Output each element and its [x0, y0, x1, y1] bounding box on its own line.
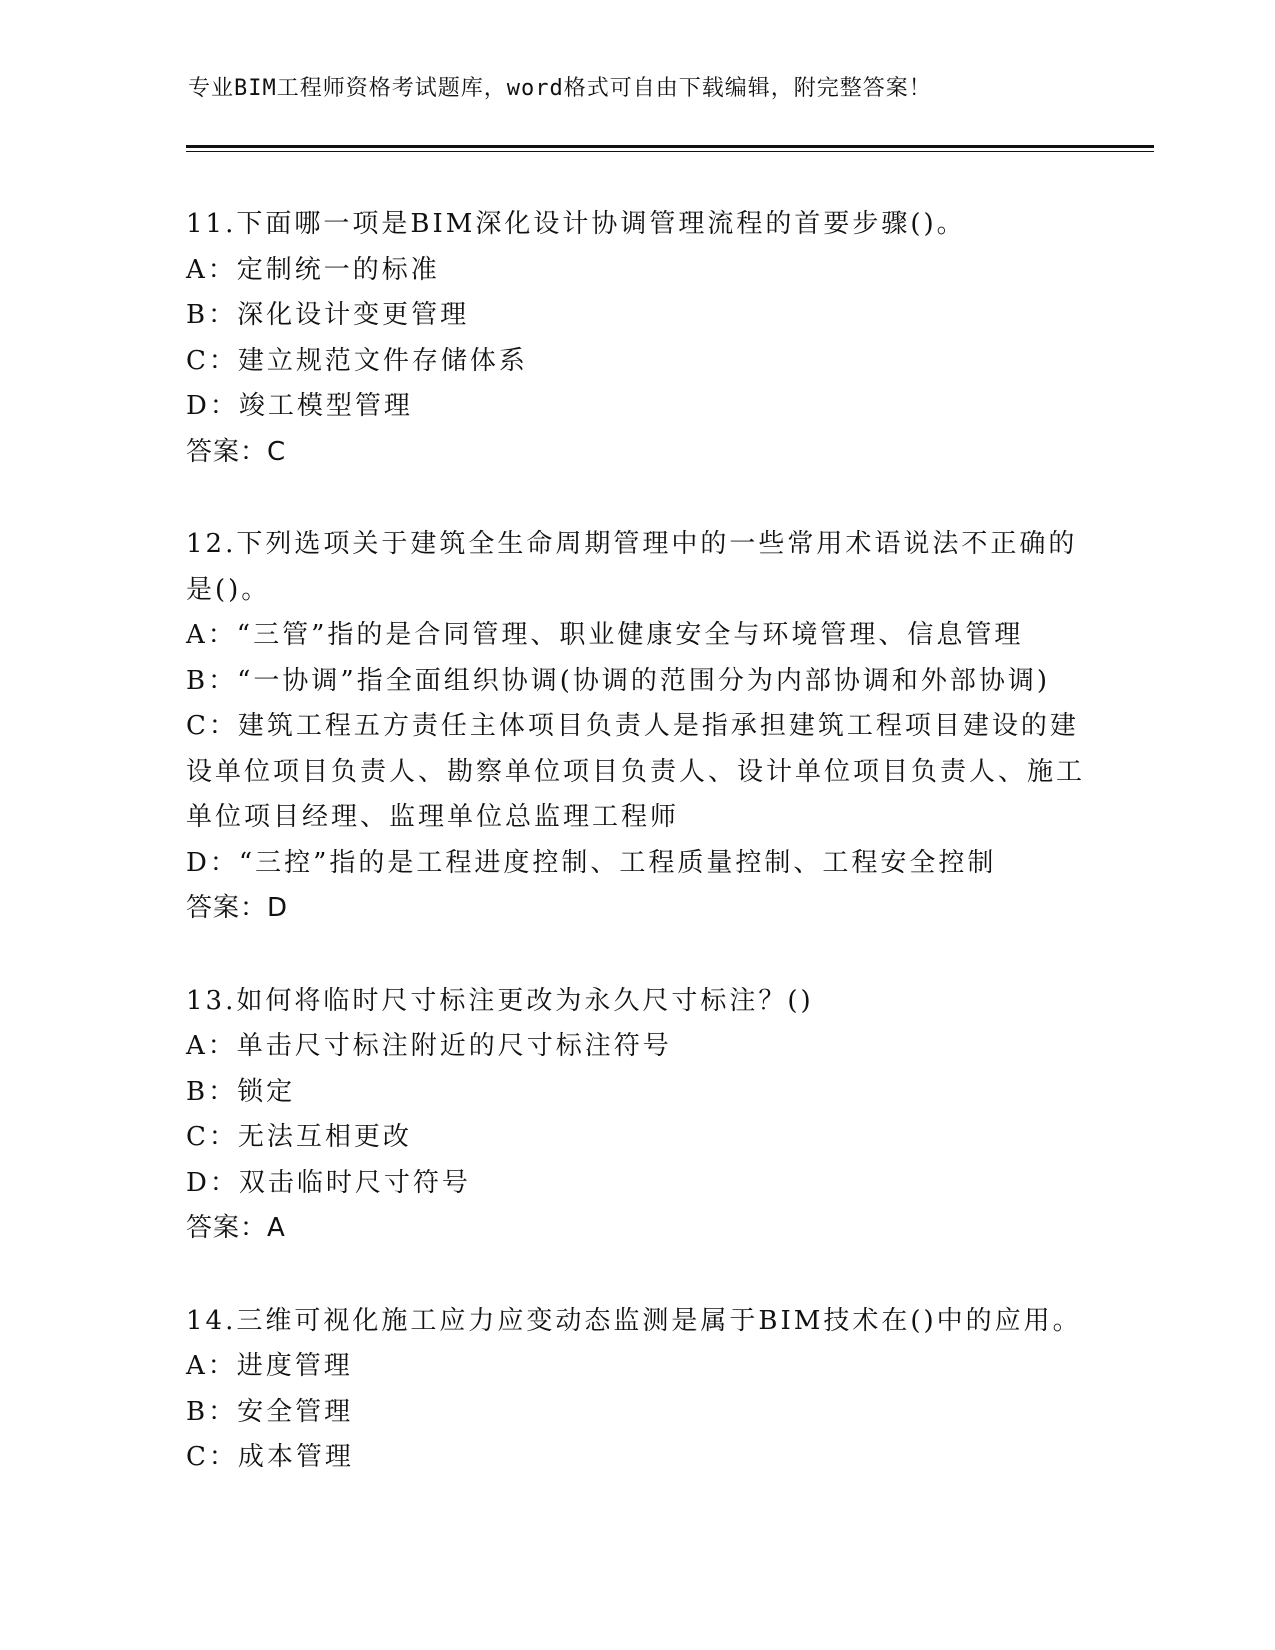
- option-c: C：无法互相更改: [186, 1122, 412, 1152]
- question-14: [186, 1299, 1086, 1481]
- question-stem: 12.下列选项关于建筑全生命周期管理中的一些常用术语说法不正确的是()。: [186, 529, 1078, 605]
- option-d: D：双击临时尺寸符号: [186, 1167, 471, 1198]
- question-stem: 11.下面哪一项是BIM深化设计协调管理流程的首要步骤()。: [186, 209, 966, 239]
- option-b: B：“一协调”指全面组织协调(协调的范围分为内部协调和外部协调): [186, 665, 1050, 696]
- option-b: B：深化设计变更管理: [186, 300, 470, 330]
- question-stem: 14.三维可视化施工应力应变动态监测是属于BIM技术在()中的应用。: [186, 1305, 1082, 1336]
- option-c: C：成本管理: [186, 1442, 354, 1472]
- option-d: D：“三控”指的是工程进度控制、工程质量控制、工程安全控制: [186, 847, 997, 878]
- question-12: [186, 522, 1086, 932]
- question-list: [186, 202, 1086, 1528]
- answer: 答案：C: [186, 436, 287, 467]
- option-b: B：锁定: [186, 1076, 296, 1107]
- header-rule-thick: [186, 145, 1154, 148]
- option-c: C：建立规范文件存储体系: [186, 345, 528, 376]
- option-d: D：竣工模型管理: [186, 391, 413, 421]
- option-c: C：建筑工程五方责任主体项目负责人是指承担建筑工程项目建设的建设单位项目负责人、勘察单位项目负责人、设计单位项目负责人、施工单位项目经理、监理单位总监理工程师: [186, 711, 1086, 832]
- page-header: 专业BIM工程师资格考试题库，word格式可自由下载编辑，附完整答案！: [188, 76, 932, 101]
- option-a: A：进度管理: [186, 1351, 353, 1381]
- question-stem: 13.如何将临时尺寸标注更改为永久尺寸标注？(): [186, 985, 814, 1016]
- question-11: [186, 202, 1086, 475]
- option-a: A：“三管”指的是合同管理、职业健康安全与环境管理、信息管理: [186, 620, 1024, 650]
- answer: 答案：D: [186, 893, 289, 923]
- option-a: A：定制统一的标准: [186, 254, 440, 285]
- question-13: [186, 979, 1086, 1252]
- header-rule-thin: [186, 151, 1154, 152]
- option-a: A：单击尺寸标注附近的尺寸标注符号: [186, 1031, 672, 1061]
- answer: 答案：A: [186, 1213, 286, 1243]
- option-b: B：安全管理: [186, 1396, 354, 1427]
